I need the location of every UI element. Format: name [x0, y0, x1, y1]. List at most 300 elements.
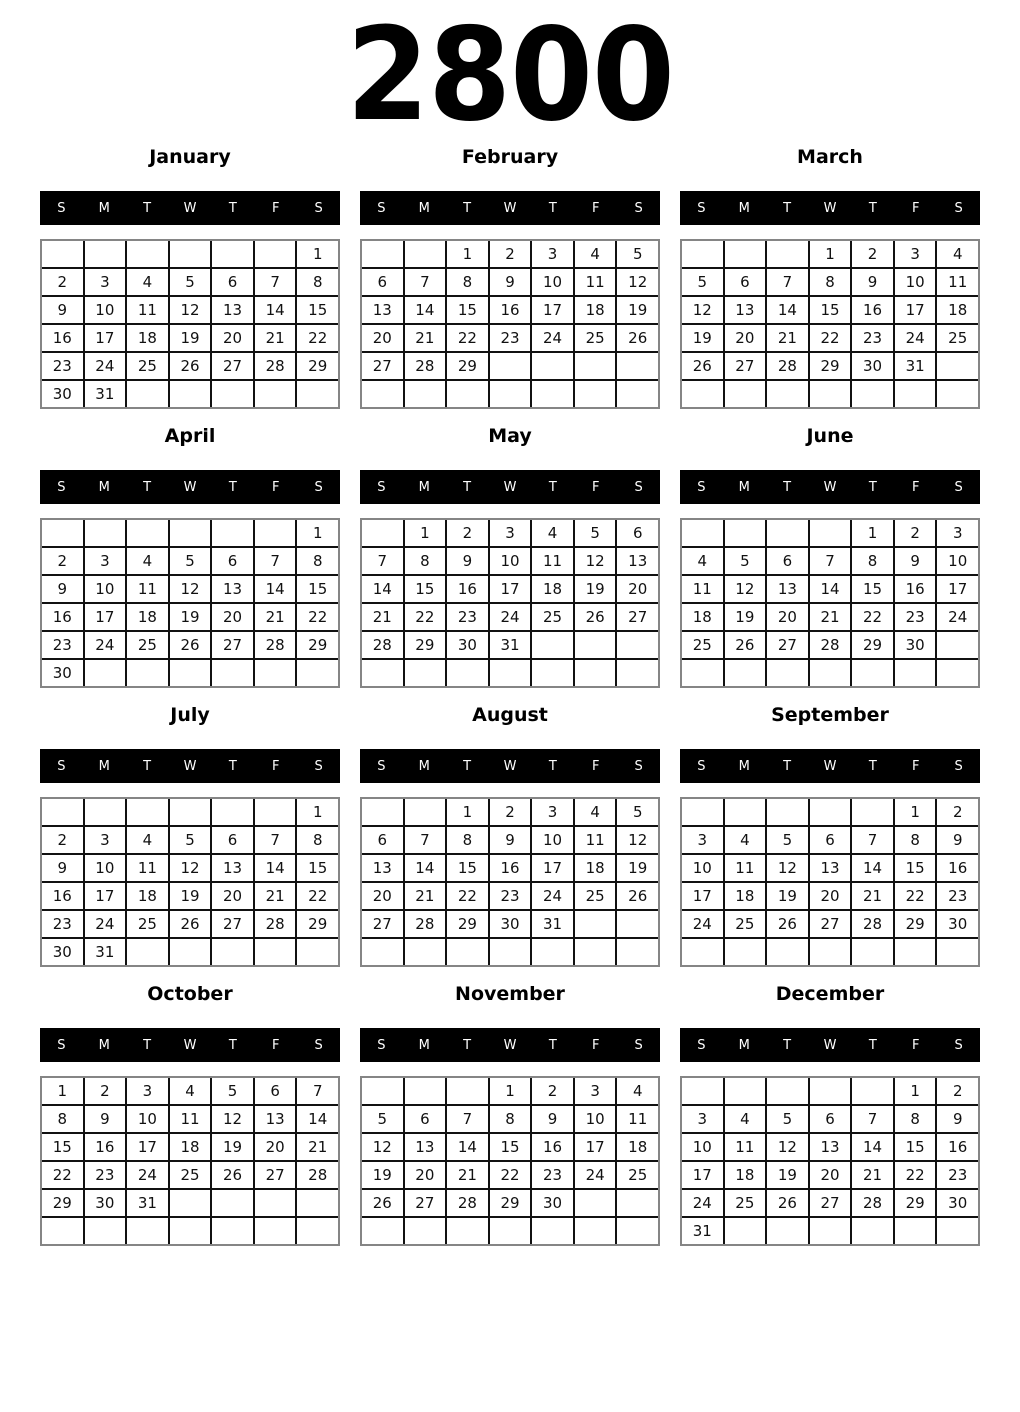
- month-title: November: [455, 983, 565, 1005]
- day-cell: 4: [725, 827, 766, 853]
- empty-day-cell: [405, 1078, 446, 1104]
- day-cell: 3: [532, 241, 573, 267]
- weekday-label: T: [548, 479, 557, 495]
- day-cell: 19: [617, 855, 658, 881]
- weekday-label: S: [697, 758, 706, 774]
- weekday-label: S: [634, 1037, 643, 1053]
- day-cell: 7: [405, 827, 446, 853]
- date-grid: [680, 518, 980, 688]
- day-cell: 17: [532, 855, 573, 881]
- day-cell: 12: [767, 855, 808, 881]
- day-cell: 31: [85, 381, 126, 407]
- weekday-label: W: [183, 758, 197, 774]
- day-cell: 13: [617, 548, 658, 574]
- day-cell: 16: [447, 576, 488, 602]
- day-cell: 2: [895, 520, 936, 546]
- day-cell: 5: [725, 548, 766, 574]
- day-cell: 23: [490, 325, 531, 351]
- day-cell: 22: [447, 325, 488, 351]
- day-cell: 25: [575, 883, 616, 909]
- day-cell: 30: [532, 1190, 573, 1216]
- day-cell: 27: [810, 911, 851, 937]
- day-cell: 21: [852, 1162, 893, 1188]
- day-cell: 28: [852, 911, 893, 937]
- weekday-label: S: [314, 200, 323, 216]
- day-cell: 12: [682, 297, 723, 323]
- weekday-label: S: [57, 479, 66, 495]
- day-cell: 18: [725, 883, 766, 909]
- day-cell: 26: [362, 1190, 403, 1216]
- day-cell: 20: [767, 604, 808, 630]
- empty-day-cell: [42, 520, 83, 546]
- day-cell: 23: [85, 1162, 126, 1188]
- empty-day-cell: [127, 939, 168, 965]
- day-cell: 25: [532, 604, 573, 630]
- day-cell: 29: [895, 911, 936, 937]
- empty-day-cell: [85, 520, 126, 546]
- day-cell: 8: [297, 269, 338, 295]
- day-cell: 3: [127, 1078, 168, 1104]
- day-cell: 28: [297, 1162, 338, 1188]
- weekday-label: M: [418, 200, 430, 216]
- weekday-label: M: [418, 1037, 430, 1053]
- day-cell: 7: [852, 1106, 893, 1132]
- day-cell: 3: [895, 241, 936, 267]
- day-cell: 21: [255, 325, 296, 351]
- weekday-label: M: [738, 479, 750, 495]
- empty-day-cell: [682, 1078, 723, 1104]
- day-cell: 19: [767, 883, 808, 909]
- day-cell: 3: [682, 827, 723, 853]
- day-cell: 15: [852, 576, 893, 602]
- day-cell: 23: [895, 604, 936, 630]
- day-cell: 5: [767, 1106, 808, 1132]
- day-cell: 14: [405, 297, 446, 323]
- day-cell: 24: [127, 1162, 168, 1188]
- day-cell: 27: [810, 1190, 851, 1216]
- empty-day-cell: [447, 1218, 488, 1244]
- weekday-header-bar: [360, 1028, 660, 1062]
- day-cell: 19: [575, 576, 616, 602]
- empty-day-cell: [405, 241, 446, 267]
- empty-day-cell: [255, 520, 296, 546]
- day-cell: 28: [255, 632, 296, 658]
- day-cell: 26: [575, 604, 616, 630]
- weekday-label: T: [783, 758, 792, 774]
- day-cell: 11: [617, 1106, 658, 1132]
- day-cell: 12: [170, 297, 211, 323]
- day-cell: 4: [127, 269, 168, 295]
- weekday-label: T: [868, 479, 877, 495]
- day-cell: 15: [895, 855, 936, 881]
- month-block: [360, 144, 660, 409]
- weekday-label: S: [954, 200, 963, 216]
- empty-day-cell: [937, 632, 978, 658]
- day-cell: 12: [170, 855, 211, 881]
- day-cell: 30: [42, 381, 83, 407]
- day-cell: 6: [212, 269, 253, 295]
- month-block: [40, 981, 340, 1246]
- empty-day-cell: [297, 1190, 338, 1216]
- weekday-label: W: [183, 200, 197, 216]
- day-cell: 21: [810, 604, 851, 630]
- weekday-label: W: [503, 1037, 517, 1053]
- day-cell: 26: [170, 911, 211, 937]
- day-cell: 18: [170, 1134, 211, 1160]
- day-cell: 12: [362, 1134, 403, 1160]
- day-cell: 28: [405, 911, 446, 937]
- day-cell: 5: [617, 799, 658, 825]
- day-cell: 20: [362, 883, 403, 909]
- empty-day-cell: [490, 660, 531, 686]
- weekday-label: S: [57, 200, 66, 216]
- day-cell: 2: [490, 241, 531, 267]
- empty-day-cell: [810, 520, 851, 546]
- day-cell: 8: [297, 548, 338, 574]
- day-cell: 25: [682, 632, 723, 658]
- empty-day-cell: [532, 1218, 573, 1244]
- day-cell: 11: [682, 576, 723, 602]
- date-grid: [680, 797, 980, 967]
- empty-day-cell: [362, 381, 403, 407]
- day-cell: 21: [405, 883, 446, 909]
- weekday-label: T: [868, 200, 877, 216]
- month-title: May: [488, 425, 532, 447]
- day-cell: 4: [682, 548, 723, 574]
- day-cell: 22: [297, 604, 338, 630]
- day-cell: 8: [297, 827, 338, 853]
- weekday-label: M: [98, 479, 110, 495]
- weekday-label: F: [271, 1037, 280, 1053]
- day-cell: 23: [42, 632, 83, 658]
- day-cell: 11: [127, 297, 168, 323]
- empty-day-cell: [682, 381, 723, 407]
- empty-day-cell: [575, 632, 616, 658]
- day-cell: 20: [725, 325, 766, 351]
- weekday-label: T: [143, 758, 152, 774]
- empty-day-cell: [212, 520, 253, 546]
- day-cell: 21: [405, 325, 446, 351]
- day-cell: 27: [362, 911, 403, 937]
- day-cell: 5: [575, 520, 616, 546]
- day-cell: 11: [127, 576, 168, 602]
- day-cell: 2: [42, 827, 83, 853]
- empty-day-cell: [255, 241, 296, 267]
- empty-day-cell: [617, 939, 658, 965]
- day-cell: 4: [725, 1106, 766, 1132]
- day-cell: 25: [127, 632, 168, 658]
- empty-day-cell: [575, 1218, 616, 1244]
- day-cell: 16: [490, 855, 531, 881]
- day-cell: 13: [212, 576, 253, 602]
- empty-day-cell: [212, 1190, 253, 1216]
- day-cell: 17: [85, 883, 126, 909]
- day-cell: 22: [490, 1162, 531, 1188]
- empty-day-cell: [617, 911, 658, 937]
- day-cell: 9: [447, 548, 488, 574]
- day-cell: 12: [767, 1134, 808, 1160]
- day-cell: 15: [297, 855, 338, 881]
- empty-day-cell: [447, 381, 488, 407]
- day-cell: 9: [42, 297, 83, 323]
- day-cell: 18: [725, 1162, 766, 1188]
- weekday-label: M: [98, 758, 110, 774]
- day-cell: 29: [895, 1190, 936, 1216]
- day-cell: 21: [255, 604, 296, 630]
- weekday-label: S: [377, 1037, 386, 1053]
- day-cell: 18: [937, 297, 978, 323]
- day-cell: 5: [170, 548, 211, 574]
- day-cell: 18: [575, 297, 616, 323]
- day-cell: 15: [895, 1134, 936, 1160]
- empty-day-cell: [255, 939, 296, 965]
- day-cell: 27: [255, 1162, 296, 1188]
- empty-day-cell: [937, 660, 978, 686]
- empty-day-cell: [810, 660, 851, 686]
- month-title: December: [775, 983, 885, 1005]
- empty-day-cell: [212, 241, 253, 267]
- empty-day-cell: [682, 241, 723, 267]
- weekday-label: S: [57, 1037, 66, 1053]
- empty-day-cell: [532, 660, 573, 686]
- weekday-label: W: [823, 200, 837, 216]
- day-cell: 8: [447, 269, 488, 295]
- weekday-label: F: [911, 758, 920, 774]
- weekday-label: T: [868, 758, 877, 774]
- day-cell: 6: [405, 1106, 446, 1132]
- weekday-header-bar: [360, 191, 660, 225]
- day-cell: 31: [490, 632, 531, 658]
- empty-day-cell: [617, 632, 658, 658]
- day-cell: 24: [85, 911, 126, 937]
- day-cell: 9: [490, 269, 531, 295]
- empty-day-cell: [362, 660, 403, 686]
- empty-day-cell: [532, 381, 573, 407]
- day-cell: 4: [127, 827, 168, 853]
- weekday-label: T: [463, 479, 472, 495]
- day-cell: 26: [617, 883, 658, 909]
- empty-day-cell: [767, 799, 808, 825]
- weekday-label: M: [418, 479, 430, 495]
- empty-day-cell: [255, 799, 296, 825]
- empty-day-cell: [127, 520, 168, 546]
- month-block: [680, 144, 980, 409]
- day-cell: 12: [725, 576, 766, 602]
- day-cell: 27: [212, 353, 253, 379]
- day-cell: 23: [532, 1162, 573, 1188]
- day-cell: 17: [895, 297, 936, 323]
- day-cell: 2: [532, 1078, 573, 1104]
- day-cell: 28: [810, 632, 851, 658]
- weekday-header-bar: [680, 1028, 980, 1062]
- day-cell: 13: [212, 297, 253, 323]
- day-cell: 17: [682, 1162, 723, 1188]
- day-cell: 4: [127, 548, 168, 574]
- day-cell: 1: [405, 520, 446, 546]
- day-cell: 2: [852, 241, 893, 267]
- weekday-label: S: [954, 1037, 963, 1053]
- weekday-label: S: [954, 758, 963, 774]
- month-block: [680, 702, 980, 967]
- month-title: February: [461, 146, 559, 168]
- weekday-label: W: [823, 1037, 837, 1053]
- day-cell: 20: [405, 1162, 446, 1188]
- day-cell: 6: [212, 548, 253, 574]
- weekday-label: S: [314, 479, 323, 495]
- day-cell: 10: [490, 548, 531, 574]
- day-cell: 7: [255, 548, 296, 574]
- day-cell: 5: [170, 269, 211, 295]
- day-cell: 29: [42, 1190, 83, 1216]
- weekday-label: F: [271, 200, 280, 216]
- day-cell: 29: [447, 353, 488, 379]
- weekday-label: M: [738, 200, 750, 216]
- day-cell: 10: [85, 855, 126, 881]
- weekday-label: W: [503, 479, 517, 495]
- empty-day-cell: [617, 1190, 658, 1216]
- day-cell: 26: [170, 632, 211, 658]
- day-cell: 29: [810, 353, 851, 379]
- day-cell: 4: [532, 520, 573, 546]
- day-cell: 28: [362, 632, 403, 658]
- empty-day-cell: [810, 1078, 851, 1104]
- date-grid: [360, 239, 660, 409]
- day-cell: 27: [617, 604, 658, 630]
- day-cell: 5: [170, 827, 211, 853]
- day-cell: 4: [575, 799, 616, 825]
- day-cell: 30: [937, 1190, 978, 1216]
- empty-day-cell: [405, 1218, 446, 1244]
- empty-day-cell: [532, 353, 573, 379]
- weekday-label: F: [591, 1037, 600, 1053]
- empty-day-cell: [127, 241, 168, 267]
- empty-day-cell: [682, 520, 723, 546]
- weekday-label: S: [697, 1037, 706, 1053]
- month-block: [40, 702, 340, 967]
- day-cell: 7: [852, 827, 893, 853]
- day-cell: 22: [447, 883, 488, 909]
- day-cell: 31: [85, 939, 126, 965]
- day-cell: 30: [490, 911, 531, 937]
- day-cell: 12: [617, 827, 658, 853]
- weekday-label: S: [377, 200, 386, 216]
- day-cell: 1: [42, 1078, 83, 1104]
- weekday-label: S: [954, 479, 963, 495]
- empty-day-cell: [85, 1218, 126, 1244]
- day-cell: 15: [810, 297, 851, 323]
- day-cell: 29: [297, 911, 338, 937]
- day-cell: 22: [297, 325, 338, 351]
- weekday-label: T: [143, 1037, 152, 1053]
- weekday-label: F: [911, 1037, 920, 1053]
- day-cell: 19: [767, 1162, 808, 1188]
- empty-day-cell: [42, 241, 83, 267]
- weekday-label: S: [57, 758, 66, 774]
- weekday-label: T: [548, 200, 557, 216]
- day-cell: 15: [297, 576, 338, 602]
- day-cell: 6: [617, 520, 658, 546]
- empty-day-cell: [937, 381, 978, 407]
- empty-day-cell: [810, 799, 851, 825]
- empty-day-cell: [617, 353, 658, 379]
- day-cell: 13: [810, 855, 851, 881]
- day-cell: 30: [42, 939, 83, 965]
- day-cell: 3: [85, 269, 126, 295]
- day-cell: 23: [937, 1162, 978, 1188]
- day-cell: 23: [490, 883, 531, 909]
- month-title: March: [797, 146, 863, 168]
- day-cell: 20: [212, 883, 253, 909]
- day-cell: 7: [447, 1106, 488, 1132]
- day-cell: 13: [725, 297, 766, 323]
- day-cell: 20: [212, 604, 253, 630]
- day-cell: 1: [895, 799, 936, 825]
- day-cell: 31: [532, 911, 573, 937]
- empty-day-cell: [255, 660, 296, 686]
- empty-day-cell: [447, 939, 488, 965]
- empty-day-cell: [810, 939, 851, 965]
- day-cell: 7: [405, 269, 446, 295]
- month-title: January: [149, 146, 231, 168]
- day-cell: 25: [617, 1162, 658, 1188]
- date-grid: [40, 1076, 340, 1246]
- empty-day-cell: [852, 660, 893, 686]
- day-cell: 22: [852, 604, 893, 630]
- day-cell: 20: [810, 1162, 851, 1188]
- calendar-grid: [0, 144, 1020, 1246]
- empty-day-cell: [362, 520, 403, 546]
- weekday-label: M: [738, 758, 750, 774]
- empty-day-cell: [937, 353, 978, 379]
- weekday-label: F: [591, 479, 600, 495]
- day-cell: 4: [170, 1078, 211, 1104]
- day-cell: 30: [895, 632, 936, 658]
- day-cell: 9: [852, 269, 893, 295]
- day-cell: 17: [490, 576, 531, 602]
- day-cell: 7: [810, 548, 851, 574]
- month-title: September: [771, 704, 889, 726]
- day-cell: 2: [42, 548, 83, 574]
- empty-day-cell: [852, 381, 893, 407]
- day-cell: 28: [852, 1190, 893, 1216]
- day-cell: 24: [937, 604, 978, 630]
- month-block: [40, 423, 340, 688]
- day-cell: 14: [852, 1134, 893, 1160]
- day-cell: 5: [617, 241, 658, 267]
- day-cell: 22: [405, 604, 446, 630]
- day-cell: 3: [532, 799, 573, 825]
- day-cell: 14: [255, 855, 296, 881]
- day-cell: 26: [682, 353, 723, 379]
- day-cell: 27: [212, 911, 253, 937]
- weekday-label: W: [183, 1037, 197, 1053]
- day-cell: 7: [362, 548, 403, 574]
- day-cell: 18: [532, 576, 573, 602]
- day-cell: 14: [405, 855, 446, 881]
- empty-day-cell: [725, 1218, 766, 1244]
- day-cell: 22: [895, 1162, 936, 1188]
- day-cell: 9: [42, 855, 83, 881]
- date-grid: [40, 518, 340, 688]
- empty-day-cell: [767, 1078, 808, 1104]
- day-cell: 10: [575, 1106, 616, 1132]
- day-cell: 4: [617, 1078, 658, 1104]
- weekday-label: M: [738, 1037, 750, 1053]
- empty-day-cell: [212, 381, 253, 407]
- day-cell: 15: [297, 297, 338, 323]
- day-cell: 10: [532, 269, 573, 295]
- day-cell: 26: [617, 325, 658, 351]
